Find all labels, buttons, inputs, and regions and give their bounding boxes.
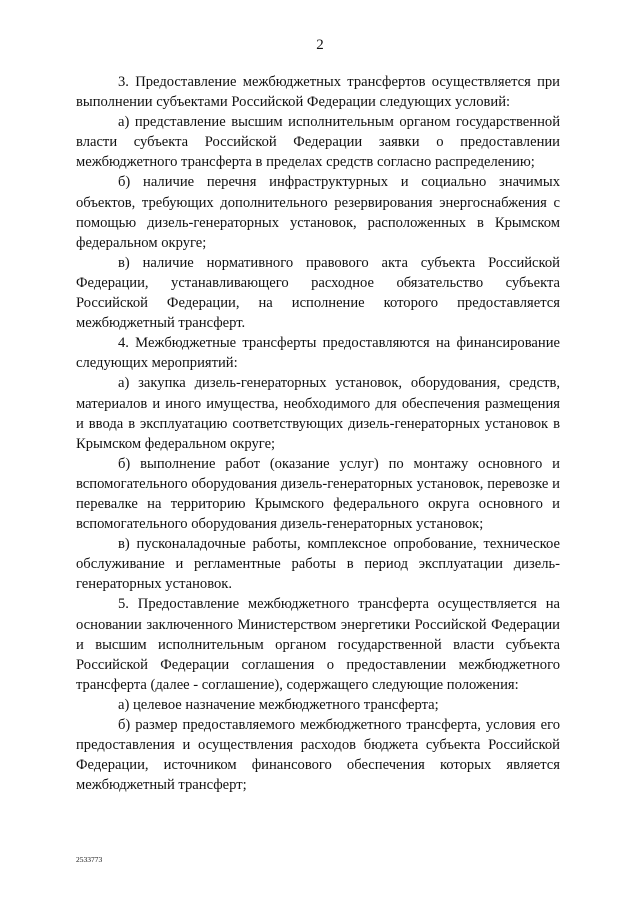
clause-4-v: в) пусконаладочные работы, комплексное опробование, техническое обслуживание и регламентные работы в период эксплуатации дизель-генераторных установок.: [76, 536, 560, 593]
clause-4-a: а) закупка дизель-генераторных установок, оборудования, средств, материалов и иного имущества, необходимого для обеспечения размещения и ввода в эксплуатацию соответствующих дизель-генераторных установок в Крымском федеральном округе;: [76, 375, 560, 452]
document-body: [76, 72, 560, 795]
clause-5: 5. Предоставление межбюджетного трансферта осуществляется на основании заключенного Министерством энергетики Российской Федерации и высшим исполнительным органом государственной власти субъекта Российской Федерации соглашения о предоставлении межбюджетного трансферта (далее - соглашение), содержащего следующие положения:: [76, 596, 560, 693]
clause-4: 4. Межбюджетные трансферты предоставляются на финансирование следующих мероприятий:: [76, 335, 560, 372]
clause-5-b: б) размер предоставляемого межбюджетного трансферта, условия его предоставления и осуществления расходов бюджета субъекта Российской Федерации, источником финансового обеспечения которых является межбюджетный трансферт;: [76, 717, 560, 794]
clause-3-v: в) наличие нормативного правового акта субъекта Российской Федерации, устанавливающего расходное обязательство субъекта Российской Федерации, на исполнение которого предоставляется межбюджетный трансферт.: [76, 254, 560, 332]
clause-3-a: а) представление высшим исполнительным органом государственной власти субъекта Российской Федерации заявки о предоставлении межбюджетного трансферта в пределах средств согласно распределению;: [76, 114, 560, 171]
clause-3-b: б) наличие перечня инфраструктурных и социально значимых объектов, требующих дополнительного резервирования энергоснабжения с помощью дизель-генераторных установок, расположенных в Крымском федеральном округе;: [76, 174, 560, 251]
document-id: 2533773: [76, 855, 103, 864]
page-number: 2: [316, 37, 324, 53]
clause-4-b: б) выполнение работ (оказание услуг) по монтажу основного и вспомогательного оборудования дизель-генераторных установок, перевозке и перевалке на территорию Крымского федерального округа основного и вспомогательного оборудования дизель-генераторных установок;: [76, 455, 560, 533]
clause-5-a: а) целевое назначение межбюджетного трансферта;: [118, 696, 439, 713]
clause-3: 3. Предоставление межбюджетных трансфертов осуществляется при выполнении субъектами Российской Федерации следующих условий:: [76, 74, 560, 111]
